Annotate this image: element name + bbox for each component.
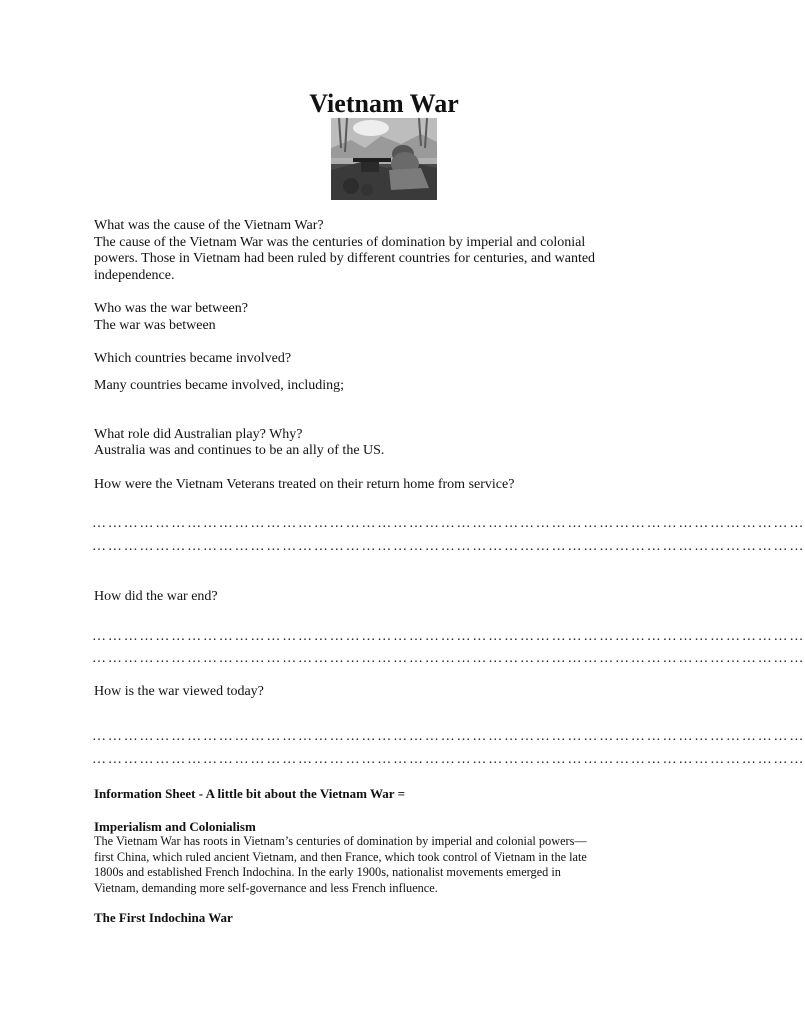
soldier-photo (331, 118, 437, 200)
section-text-imperialism-line-4: Vietnam, demanding more self-governance and less French influence. (94, 881, 438, 895)
section-text-imperialism-line-2: first China, which ruled ancient Vietnam, and then France, which took control of Vietnam in the late (94, 850, 587, 864)
answer-australia-role: Australia was and continues to be an ally of the US. (94, 443, 385, 458)
section-text-imperialism-line-1: The Vietnam War has roots in Vietnam’s centuries of domination by imperial and colonial powers— (94, 834, 587, 848)
answer-line-viewed-today-1[interactable]: ……………………………………………………………………………………………………………………… (92, 729, 805, 744)
question-war-end: How did the war end? (94, 589, 218, 604)
answer-cause-line-1: The cause of the Vietnam War was the centuries of domination by imperial and colonial (94, 235, 586, 250)
answer-war-between: The war was between (94, 318, 216, 333)
answer-line-war-end-1[interactable]: ……………………………………………………………………………………………………………………… (92, 629, 805, 644)
question-veterans: How were the Vietnam Veterans treated on their return home from service? (94, 477, 515, 492)
question-cause: What was the cause of the Vietnam War? (94, 218, 324, 233)
section-text-imperialism-line-3: 1800s and established French Indochina. In the early 1900s, nationalist movements emerged in (94, 865, 561, 879)
question-countries-involved: Which countries became involved? (94, 351, 292, 366)
answer-line-veterans-1[interactable]: ……………………………………………………………………………………………………………………… (92, 516, 805, 531)
info-sheet-heading: Information Sheet - A little bit about the Vietnam War = (94, 786, 405, 801)
answer-cause-line-3: independence. (94, 268, 175, 283)
answer-cause-line-2: powers. Those in Vietnam had been ruled by different countries for centuries, and wanted (94, 251, 596, 266)
page-title: Vietnam War (309, 89, 459, 118)
soldier-photo-image (331, 118, 437, 200)
section-title-first-indochina: The First Indochina War (94, 910, 233, 925)
answer-line-veterans-2[interactable]: ……………………………………………………………………………………………………………………… (92, 539, 805, 554)
answer-countries-involved: Many countries became involved, including; (94, 378, 344, 393)
question-australia-role: What role did Australian play? Why? (94, 427, 303, 442)
question-war-between: Who was the war between? (94, 301, 248, 316)
answer-line-viewed-today-2[interactable]: ……………………………………………………………………………………………………………………… (92, 752, 805, 767)
section-title-imperialism: Imperialism and Colonialism (94, 819, 256, 834)
answer-line-war-end-2[interactable]: ……………………………………………………………………………………………………………………… (92, 651, 805, 666)
question-viewed-today: How is the war viewed today? (94, 684, 264, 699)
